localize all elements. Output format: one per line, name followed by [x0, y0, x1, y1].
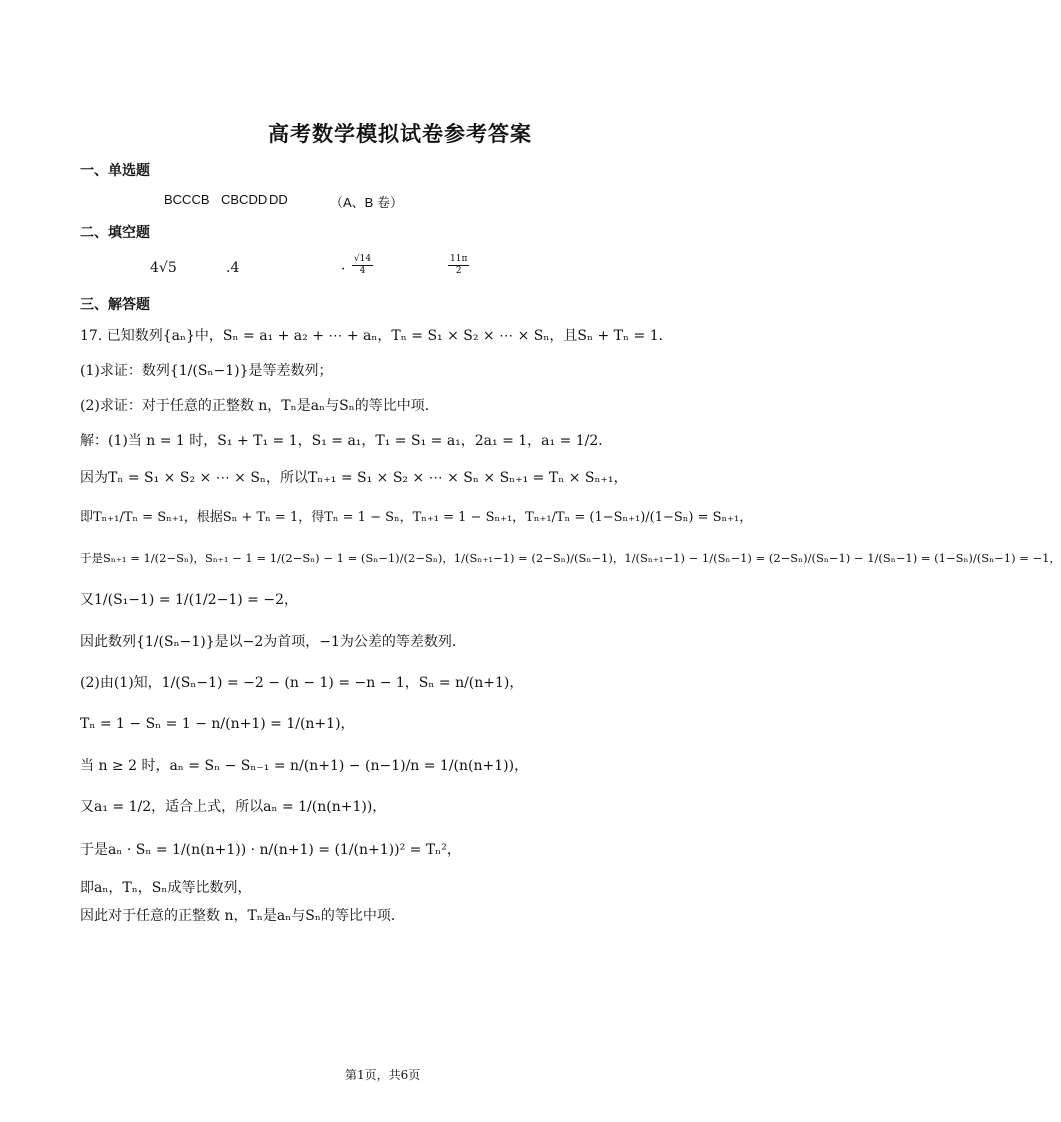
answer-group-1: BCCCB: [164, 192, 210, 207]
problem-stem: 17. 已知数列{aₙ}中，Sₙ = a₁ + a₂ + ⋯ + aₙ，Tₙ = S₁ × S₂ × ⋯ × Sₙ，且Sₙ + Tₙ = 1．: [80, 328, 673, 344]
solution-line: 即Tₙ₊₁/Tₙ = Sₙ₊₁，根据Sₙ + Tₙ = 1，得Tₙ = 1 − Sₙ，Tₙ₊₁ = 1 − Sₙ₊₁，Tₙ₊₁/Tₙ = (1−Sₙ₊₁)/(1−Sₙ) = Sₙ₊₁，: [80, 510, 753, 525]
solution-line: (2)由(1)知，1/(Sₙ−1) = −2 − (n − 1) = −n − 1，Sₙ = n/(n+1)，: [80, 675, 524, 691]
solution-line: 解：(1)当 n = 1 时，S₁ + T₁ = 1，S₁ = a₁，T₁ = S₁ = a₁，2a₁ = 1，a₁ = 1/2．: [80, 433, 613, 449]
section-heading-fill-blank: 二、填空题: [80, 225, 150, 241]
solution-line: 又1/(S₁−1) = 1/(1/2−1) = −2，: [80, 592, 299, 608]
fill-answer-3: [341, 254, 375, 277]
page-title: 高考数学模拟试卷参考答案: [268, 121, 532, 146]
solution-line: 即aₙ，Tₙ，Sₙ成等比数列，: [80, 880, 252, 896]
solution-line: 当 n ≥ 2 时，aₙ = Sₙ − Sₙ₋₁ = n/(n+1) − (n−1)/n = 1/(n(n+1))，: [80, 758, 529, 774]
answer-paper-note: （A、B 卷）: [330, 195, 403, 210]
problem-part-1: (1)求证：数列{1/(Sₙ−1)}是等差数列；: [80, 363, 333, 379]
solution-line: 于是aₙ · Sₙ = 1/(n(n+1)) · n/(n+1) = (1/(n+1))² = Tₙ²，: [80, 842, 461, 858]
fill-answer-3-numerator: √14: [353, 254, 372, 264]
fill-answer-4-denominator: 2: [455, 266, 462, 276]
fill-answer-4: [446, 254, 471, 277]
section-heading-solution: 三、解答题: [80, 297, 150, 313]
solution-line: 因此对于任意的正整数 n，Tₙ是aₙ与Sₙ的等比中项．: [80, 908, 405, 924]
solution-line: 又a₁ = 1/2，适合上式，所以aₙ = 1/(n(n+1))，: [80, 799, 387, 815]
page-number-footer: 第1页，共6页: [345, 1068, 421, 1082]
section-heading-single-choice: 一、单选题: [80, 163, 150, 179]
problem-part-2: (2)求证：对于任意的正整数 n，Tₙ是aₙ与Sₙ的等比中项．: [80, 398, 439, 414]
fill-answer-3-denominator: 4: [359, 266, 366, 276]
fill-answer-3-prefix: .: [341, 257, 346, 274]
solution-line: 因为Tₙ = S₁ × S₂ × ⋯ × Sₙ，所以Tₙ₊₁ = S₁ × S₂ × ⋯ × Sₙ × Sₙ₊₁ = Tₙ × Sₙ₊₁，: [80, 470, 628, 486]
fill-answer-2: .4: [226, 260, 240, 276]
solution-line: 于是Sₙ₊₁ = 1/(2−Sₙ)，Sₙ₊₁ − 1 = 1/(2−Sₙ) − 1 = (Sₙ−1)/(2−Sₙ)，1/(Sₙ₊₁−1) = (2−Sₙ)/(Sₙ−1)，1/(Sₙ₊₁−1) − 1/(Sₙ−1) = (2−Sₙ)/(Sₙ−1) − 1/(Sₙ−1) = (1−Sₙ)/(Sₙ−1) = −1，: [80, 551, 1061, 565]
fill-answer-1: 4√5: [150, 260, 177, 276]
solution-line: Tₙ = 1 − Sₙ = 1 − n/(n+1) = 1/(n+1)，: [80, 716, 355, 732]
solution-line: 因此数列{1/(Sₙ−1)}是以−2为首项，−1为公差的等差数列．: [80, 634, 466, 650]
answer-group-2: CBCDD: [221, 192, 268, 207]
answer-group-3: DD: [269, 192, 288, 207]
fill-answer-4-numerator: 11π: [450, 254, 468, 264]
